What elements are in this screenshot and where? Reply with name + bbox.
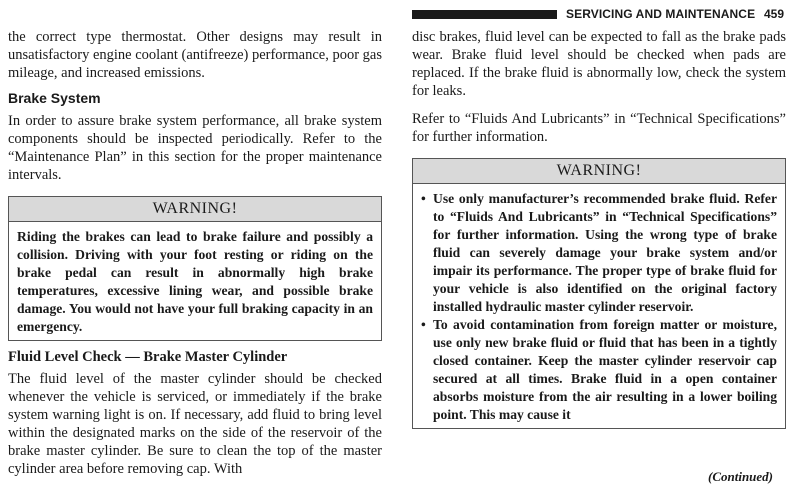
warning-box-right — [412, 158, 786, 429]
warning-title: WARNING! — [413, 159, 785, 184]
warning-body — [9, 222, 381, 340]
brake-system-heading: Brake System — [8, 90, 101, 106]
header-rule — [412, 10, 557, 19]
refer-paragraph: Refer to “Fluids And Lubricants” in “Technical Specifications” for further information. — [412, 111, 786, 145]
section-title: SERVICING AND MAINTENANCE — [566, 7, 756, 21]
warning-text: Riding the brakes can lead to brake failure and possibly a collision. Driving with your foot resting or riding on the brake pedal can result in abnormally high brake temperatures, excessive lining wear, and possible brake damage. You would not have your full braking capacity in an emergency. — [17, 229, 373, 334]
intro-paragraph: the correct type thermostat. Other designs may result in unsatisfactory engine coolant (antifreeze) performance, poor gas mileage, and increased emissions. — [8, 29, 383, 81]
fluid-level-heading: Fluid Level Check — Brake Master Cylinder — [8, 349, 288, 365]
fluid-level-paragraph: The fluid level of the master cylinder should be checked whenever the vehicle is serviced, or immediately if the brake system warning light is on. If necessary, add fluid to bring level within the designated marks on the side of the reservoir of the brake master cylinder. Be sure to clean the top of the master cylinder area before removing cap. With — [8, 371, 382, 477]
warning-title: WARNING! — [9, 197, 381, 222]
left-column — [8, 28, 382, 478]
warning-list — [421, 190, 777, 424]
brake-system-paragraph: In order to assure brake system performance, all brake system components should be inspected periodically. Refer to the “Maintenance Plan” in this section for the proper maintenance intervals. — [8, 113, 382, 183]
continued-label: (Continued) — [708, 469, 774, 484]
continuation-paragraph: disc brakes, fluid level can be expected to fall as the brake pads wear. Brake fluid level should be checked when pads are replaced. If the brake fluid is abnormally low, check the system for leaks. — [412, 29, 786, 99]
warning-list-item: • Use only manufacturer’s recommended brake fluid. Refer to “Fluids And Lubricants” in “Technical Specifications” for further information. Using the wrong type of brake fluid can severely damage your brake system and/or impair its performance. The proper type of brake fluid for your vehicle is also identified on the original factory installed hydraulic master cylinder reservoir. — [421, 190, 777, 316]
warning-list-item: • To avoid contamination from foreign matter or moisture, use only new brake fluid or fluid that has been in a tightly closed container. Keep the master cylinder reservoir cap secured at all times. Brake fluid in a open container absorbs moisture from the air resulting in a lower boiling point. This may cause it — [421, 316, 777, 424]
warning-body — [413, 184, 785, 428]
warning-box-left — [8, 196, 382, 341]
page-number: 459 — [764, 7, 785, 21]
right-column — [412, 28, 786, 429]
